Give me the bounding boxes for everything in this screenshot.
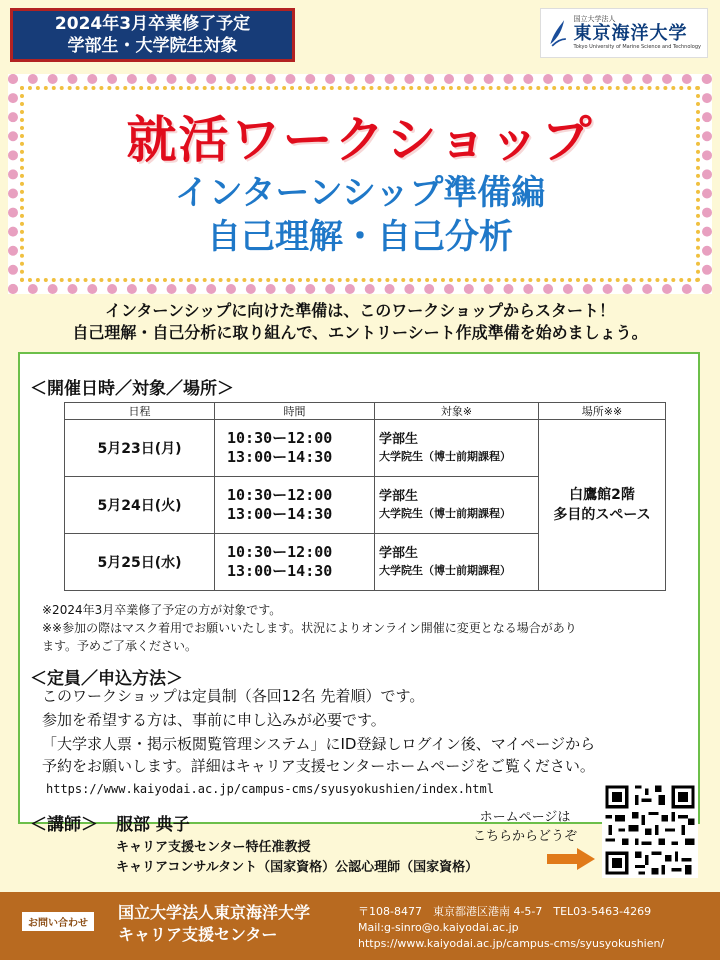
application-line2: 参加を希望する方は、事前に申し込みが必要です。 <box>42 711 386 729</box>
place-cell <box>539 420 666 591</box>
footer-address: 〒108-8477 東京都港区港南 4-5-7 TEL03-5463-4269 <box>358 905 652 918</box>
logo-small-text: 国立大学法人 <box>573 15 616 23</box>
contact-label: お問い合わせ <box>22 912 94 931</box>
header-place: 場所※※ <box>539 403 666 420</box>
table-header-row <box>65 403 666 420</box>
note-mask-2: ます。予めご了承ください。 <box>42 639 198 653</box>
subtitle-self-analysis: 自己理解・自己分析 <box>207 217 513 257</box>
lecturer-name: 服部 典子 <box>116 815 190 835</box>
footer-org-line2: キャリア支援センター <box>118 925 278 944</box>
row-times <box>215 477 375 534</box>
time-morning: 10:30ー12:00 <box>227 543 333 561</box>
lecturer-title-2: キャリアコンサルタント（国家資格）公認心理師（国家資格） <box>116 860 479 875</box>
schedule-table <box>64 402 666 591</box>
logo-english: Tokyo University of Marine Science and Technology <box>573 44 701 50</box>
footer-org-line1: 国立大学法人東京海洋大学 <box>118 903 311 922</box>
time-morning: 10:30ー12:00 <box>227 429 333 447</box>
target-graduate: 大学院生（博士前期課程） <box>379 450 511 463</box>
time-afternoon: 13:00ー14:30 <box>227 505 333 523</box>
footer <box>0 892 720 960</box>
header-time: 時間 <box>215 403 375 420</box>
row-target <box>375 534 539 591</box>
lecturer-title-1: キャリア支援センター特任准教授 <box>116 840 311 855</box>
header-target: 対象※ <box>375 403 539 420</box>
time-morning: 10:30ー12:00 <box>227 486 333 504</box>
main-title: 就活ワークショップ <box>126 111 594 169</box>
application-line3: 「大学求人票・掲示板閲覧管理システム」にID登録しログイン後、マイページから <box>42 735 596 753</box>
time-afternoon: 13:00ー14:30 <box>227 448 333 466</box>
table-row <box>65 420 666 477</box>
place-building: 白鷹館2階 <box>569 487 635 503</box>
row-times <box>215 420 375 477</box>
footer-organization <box>118 902 310 946</box>
badge-line1: 2024年3月卒業修了予定 <box>54 14 251 34</box>
lecturer-heading: ＜講師＞ <box>30 815 98 835</box>
target-badge <box>10 8 295 62</box>
university-logo <box>540 8 708 58</box>
row-target <box>375 477 539 534</box>
homepage-note <box>460 808 590 846</box>
footer-contact <box>358 904 664 952</box>
intro-text <box>0 300 720 344</box>
logo-name: 東京海洋大学 <box>573 23 688 44</box>
row-target <box>375 420 539 477</box>
badge-line2: 学部生・大学院生対象 <box>67 36 238 56</box>
schedule-heading: ＜開催日時／対象／場所＞ <box>30 379 234 399</box>
row-date: 5月25日(水) <box>65 534 215 591</box>
place-room: 多目的スペース <box>553 507 651 523</box>
career-center-link[interactable]: https://www.kaiyodai.ac.jp/campus-cms/syusyokushien/index.html <box>46 782 494 796</box>
header-date: 日程 <box>65 403 215 420</box>
target-undergrad: 学部生 <box>379 489 419 504</box>
row-date: 5月23日(月) <box>65 420 215 477</box>
footer-mail[interactable]: Mail:g-sinro@o.kaiyodai.ac.jp <box>358 921 519 934</box>
details-box <box>18 352 700 875</box>
time-afternoon: 13:00ー14:30 <box>227 562 333 580</box>
qr-code-icon[interactable] <box>602 782 698 878</box>
application-line1: このワークショップは定員制（各回12名 先着順）です。 <box>42 687 425 705</box>
application-heading: ＜定員／申込方法＞ <box>30 669 183 689</box>
arrow-right-icon <box>547 848 595 870</box>
wave-logo-icon <box>547 14 568 52</box>
target-undergrad: 学部生 <box>379 546 419 561</box>
note-mask-1: ※※参加の際はマスク着用でお願いいたします。状況によりオンライン開催に変更となる場合があり <box>42 621 577 635</box>
homepage-line2: こちらからどうぞ <box>472 829 577 844</box>
title-frame <box>8 74 712 294</box>
target-graduate: 大学院生（博士前期課程） <box>379 564 511 577</box>
intro-line1: インターンシップに向けた準備は、このワークショップからスタート！ <box>104 301 615 320</box>
note-target: ※2024年3月卒業修了予定の方が対象です。 <box>42 603 282 617</box>
homepage-line1: ホームページは <box>479 810 571 825</box>
footer-url[interactable]: https://www.kaiyodai.ac.jp/campus-cms/syusyokushien/ <box>358 937 665 950</box>
intro-line2: 自己理解・自己分析に取り組んで、エントリーシート作成準備を始めましょう。 <box>72 323 648 342</box>
row-times <box>215 534 375 591</box>
target-graduate: 大学院生（博士前期課程） <box>379 507 511 520</box>
application-line4: 予約をお願いします。詳細はキャリア支援センターホームページをご覧ください。 <box>42 757 595 775</box>
target-badge-inner <box>13 11 292 59</box>
subtitle-internship: インターンシップ準備編 <box>174 173 546 213</box>
target-undergrad: 学部生 <box>379 432 419 447</box>
row-date: 5月24日(火) <box>65 477 215 534</box>
